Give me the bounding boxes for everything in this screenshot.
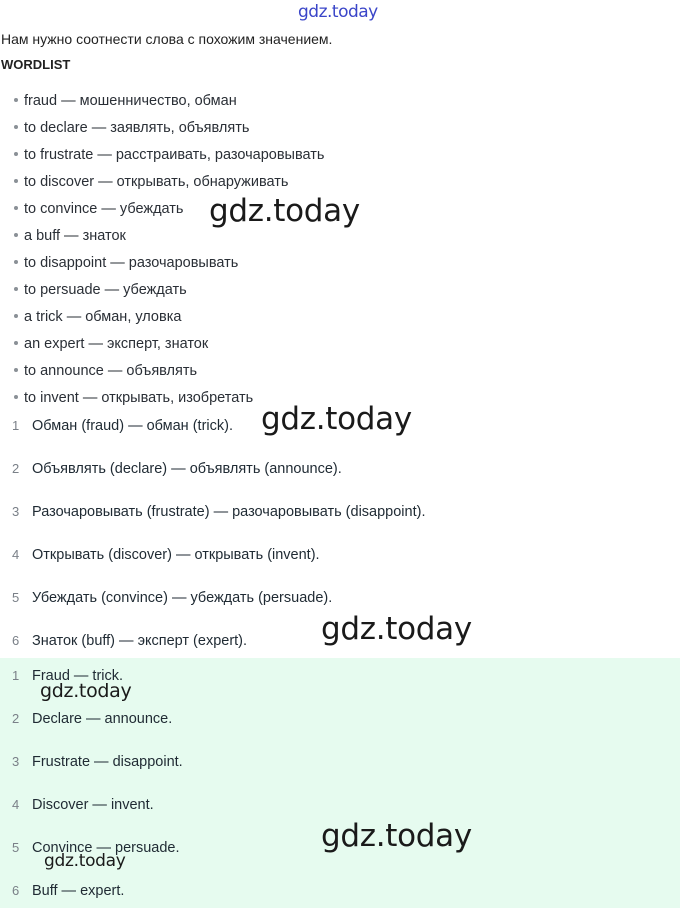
list-item: a buff — знаток [14,228,126,248]
list-item: to persuade — убеждать [14,282,187,302]
row-text: Fraud — trick. [32,668,124,684]
row-text: Разочаровывать (frustrate) — разочаровывать (disappoint). [32,504,426,520]
row-number: 1 [12,668,20,683]
bullet-icon [14,152,18,156]
row-number: 3 [12,754,20,769]
bullet-icon [14,125,18,129]
row-number: 6 [12,633,20,648]
watermark: gdz.today [321,818,472,854]
row-text: Знаток (buff) — эксперт (expert). [32,633,248,649]
bullet-icon [14,287,18,291]
row-number: 5 [12,590,20,605]
header-watermark: gdz.today [298,2,378,22]
list-item: to convince — убеждать [14,201,183,221]
row-text: Buff — expert. [32,883,125,899]
row-number: 1 [12,418,20,433]
wordlist-title: WORDLIST [1,57,71,72]
watermark: gdz.today [261,401,412,437]
list-item: an expert — эксперт, знаток [14,336,208,356]
list-item: to declare — заявлять, объявлять [14,120,249,140]
row-number: 2 [12,711,20,726]
row-text: Frustrate — disappoint. [32,754,183,770]
row-text: Открывать (discover) — открывать (invent). [32,547,320,563]
watermark: gdz.today [209,193,360,229]
row-number: 5 [12,840,20,855]
row-number: 4 [12,797,20,812]
watermark: gdz.today [321,611,472,647]
row-text: Убеждать (convince) — убеждать (persuade). [32,590,333,606]
intro-text: Нам нужно соотнести слова с похожим значением. [1,31,333,47]
list-item: a trick — обман, уловка [14,309,181,329]
row-number: 2 [12,461,20,476]
row-number: 6 [12,883,20,898]
row-number: 3 [12,504,20,519]
bullet-icon [14,395,18,399]
list-item: to invent — открывать, изобретать [14,390,253,410]
bullet-icon [14,314,18,318]
row-text: Discover — invent. [32,797,154,813]
list-item: to frustrate — расстраивать, разочаровывать [14,147,324,167]
bullet-icon [14,206,18,210]
watermark: gdz.today [40,680,132,702]
row-text: Обман (fraud) — обман (trick). [32,418,233,434]
list-item: to announce — объявлять [14,363,197,383]
list-item: fraud — мошенничество, обман [14,93,237,113]
row-text: Объявлять (declare) — объявлять (announce). [32,461,342,477]
row-text: Convince — persuade. [32,840,180,856]
row-text: Declare — announce. [32,711,173,727]
row-number: 4 [12,547,20,562]
bullet-icon [14,98,18,102]
bullet-icon [14,233,18,237]
bullet-icon [14,179,18,183]
bullet-icon [14,260,18,264]
list-item: to disappoint — разочаровывать [14,255,238,275]
watermark: gdz.today [44,851,126,871]
bullet-icon [14,368,18,372]
bullet-icon [14,341,18,345]
list-item: to discover — открывать, обнаруживать [14,174,288,194]
